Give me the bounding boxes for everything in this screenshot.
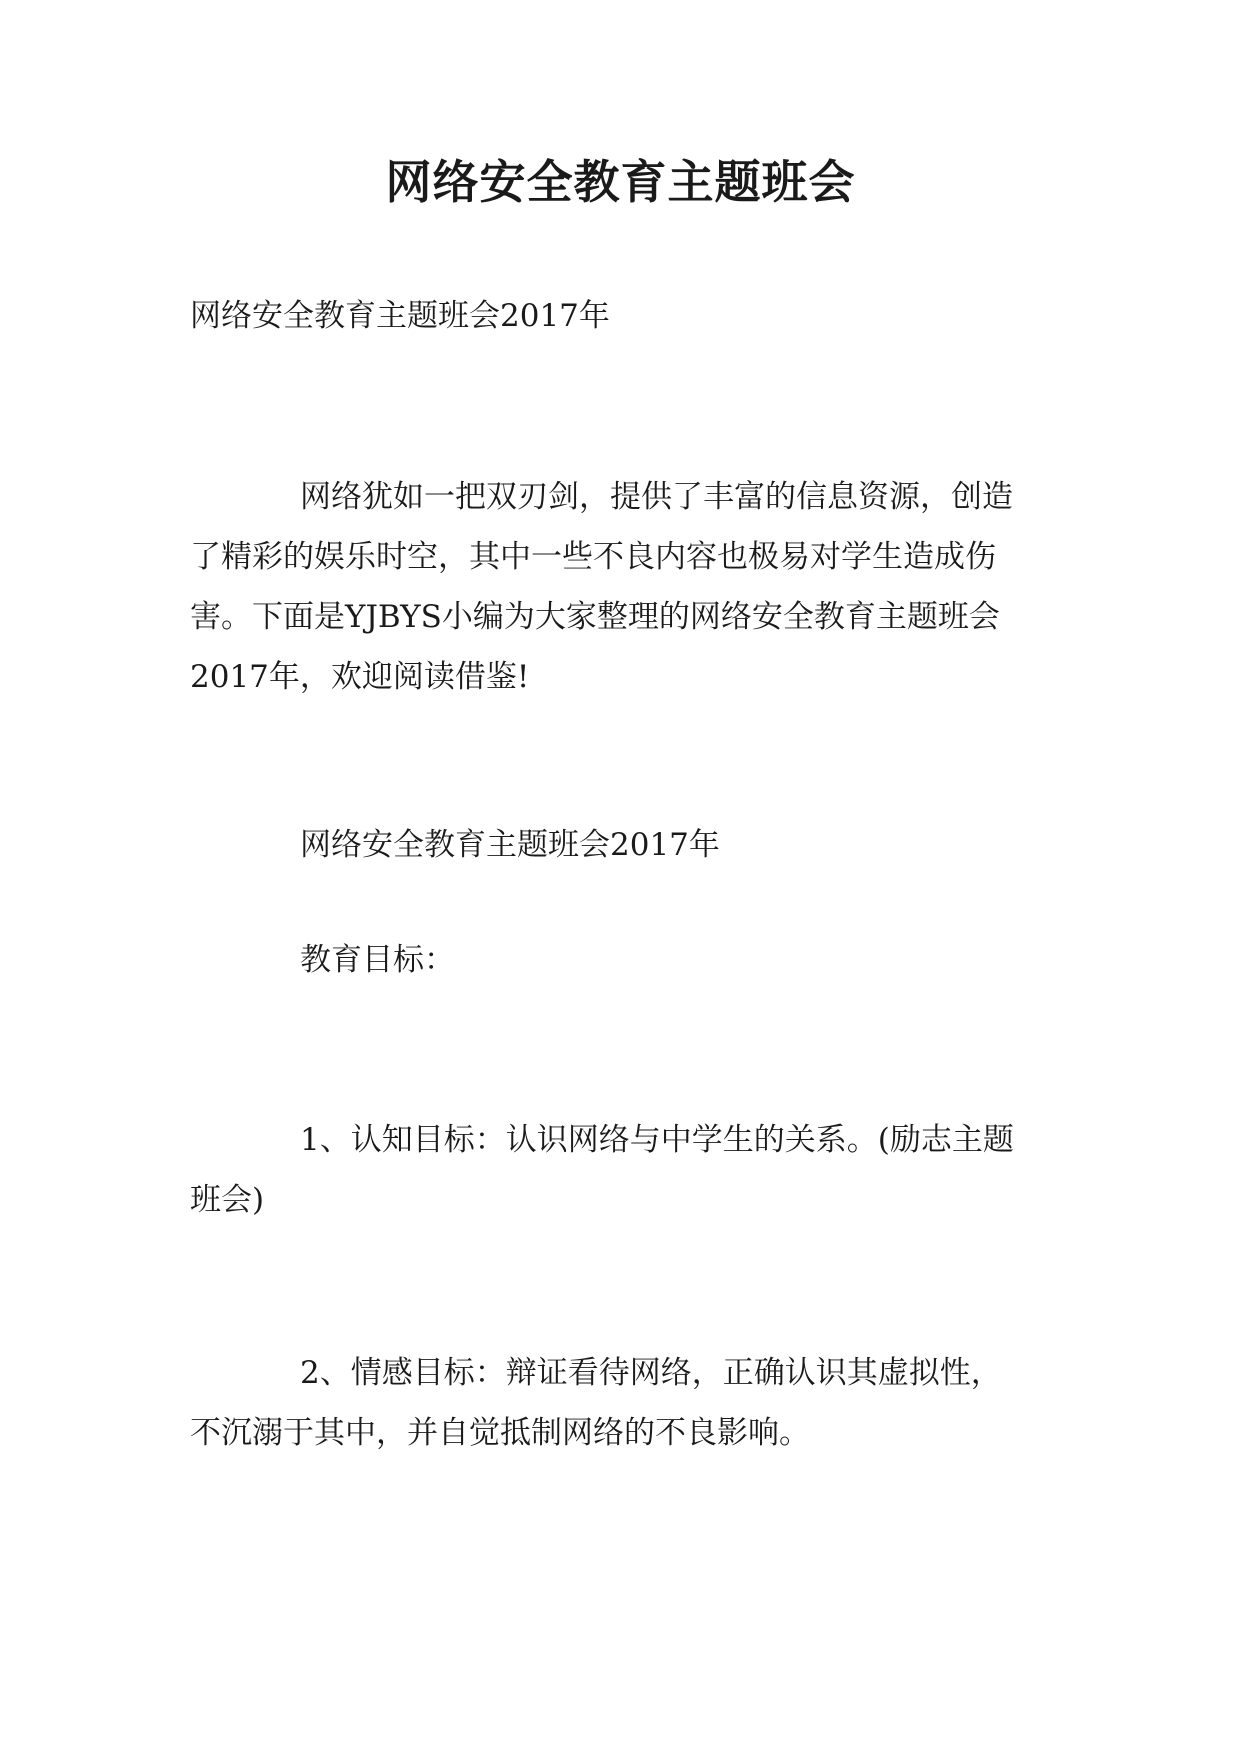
goal-2-paragraph <box>190 1343 1060 1463</box>
intro-line: 害。下面是YJBYS小编为大家整理的网络安全教育主题班会 <box>190 599 1000 635</box>
intro-line: 了精彩的娱乐时空，其中一些不良内容也极易对学生造成伤 <box>190 539 996 575</box>
goal-1-paragraph <box>190 1110 1060 1230</box>
intro-line: 2017年，欢迎阅读借鉴! <box>190 659 530 695</box>
subtitle-line <box>190 286 1060 346</box>
goals-heading <box>190 930 1060 990</box>
section-heading-text: 网络安全教育主题班会2017年 <box>300 827 720 863</box>
subtitle-text: 网络安全教育主题班会2017年 <box>190 298 610 334</box>
intro-line: 网络犹如一把双刃剑，提供了丰富的信息资源，创造 <box>300 479 1013 515</box>
goals-heading-text: 教育目标： <box>300 942 455 978</box>
goal-1-line: 1、认知目标：认识网络与中学生的关系。(励志主题 <box>300 1122 1014 1158</box>
goal-1-line: 班会) <box>190 1182 265 1218</box>
intro-paragraph <box>190 467 1060 707</box>
goal-2-line: 不沉溺于其中，并自觉抵制网络的不良影响。 <box>190 1415 810 1451</box>
document-title: 网络安全教育主题班会 <box>385 155 856 209</box>
section-heading <box>190 815 1060 875</box>
goal-2-line: 2、情感目标：辩证看待网络，正确认识其虚拟性， <box>300 1355 1002 1391</box>
